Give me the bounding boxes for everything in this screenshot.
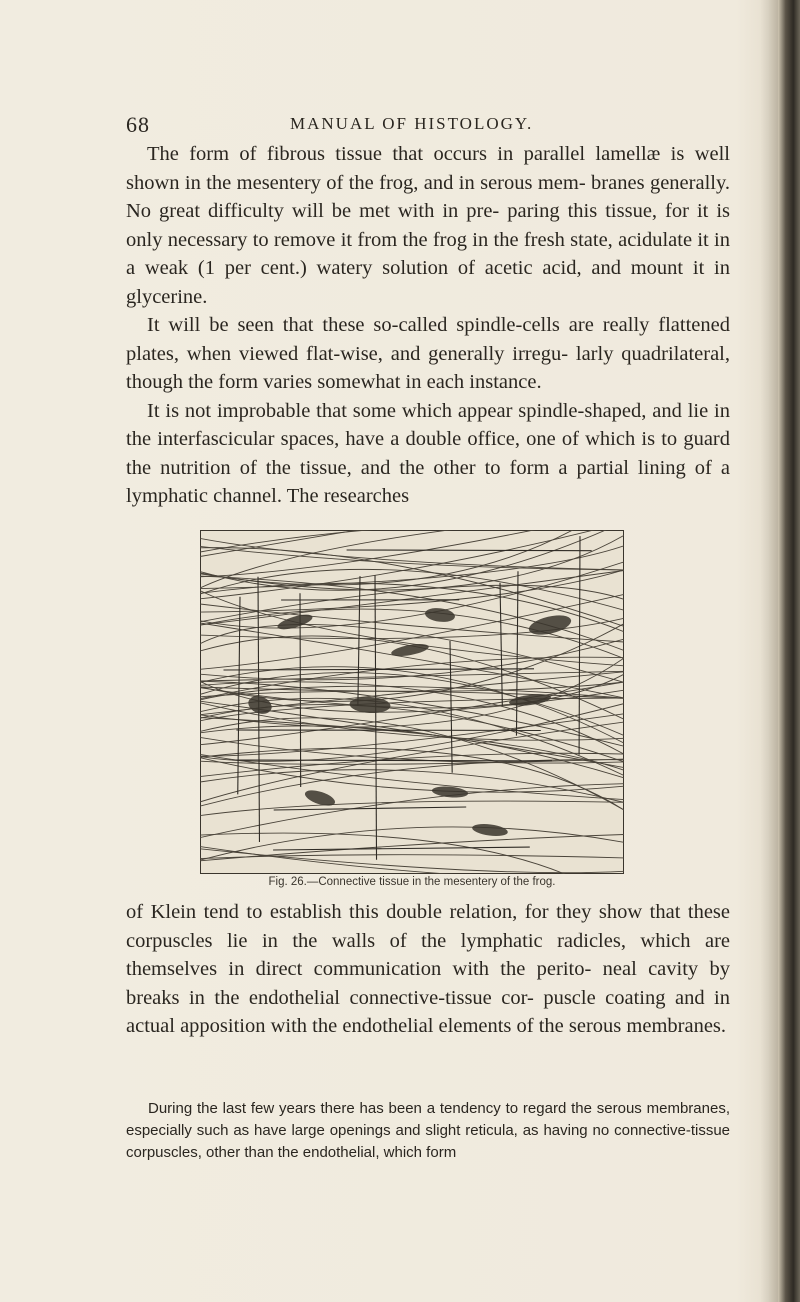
paragraph-1: The form of fibrous tissue that occurs in parallel lamellæ is well shown in the mesentery of the frog, and in serous mem- branes generally. No great difficulty will be met with in pre- paring this tissue, for it is only necessary to remove it from the frog in the fresh state, acidulate it in a weak (1 per cent.) watery solution of acetic acid, and mount it in glycerine.: [126, 143, 730, 308]
page-number: 68: [126, 112, 150, 137]
paragraph-3: It is not improbable that some which appear spindle-shaped, and lie in the interfascicular spaces, have a double office, one of which is to guard the nutrition of the tissue, and the other to form a partial lining of a lymphatic channel. The researches: [126, 399, 730, 507]
paragraph-4: of Klein tend to establish this double relation, for they show that these corpuscles lie in the walls of the lymphatic radicles, which are themselves in direct communication with the perito- neal cavity by breaks in the endothelial connective-tissue cor- puscle coating and in actual apposition with the endothelial elements of the serous membranes.: [126, 901, 730, 1037]
body-text-top: [126, 140, 730, 511]
footnote: [126, 1098, 730, 1164]
footnote-text: During the last few years there has been a tendency to regard the serous membranes, especially such as have large openings and slight reticula, as having no connective-tissue corpuscles, other than the endothelial, which form: [126, 1100, 730, 1161]
gutter-shadow: [760, 0, 778, 1302]
book-spine: [778, 0, 800, 1302]
figure-caption: Fig. 26.—Connective tissue in the mesentery of the frog.: [268, 876, 556, 888]
body-text-bottom: [126, 898, 730, 1041]
figure-connective-tissue: [200, 530, 624, 874]
tissue-illustration: [200, 530, 624, 874]
paragraph-2: It will be seen that these so-called spindle-cells are really flattened plates, when viewed flat-wise, and generally irregu- larly quadrilateral, though the form varies somewhat in each instance.: [126, 314, 730, 393]
running-title: MANUAL OF HISTOLOGY.: [290, 114, 534, 133]
